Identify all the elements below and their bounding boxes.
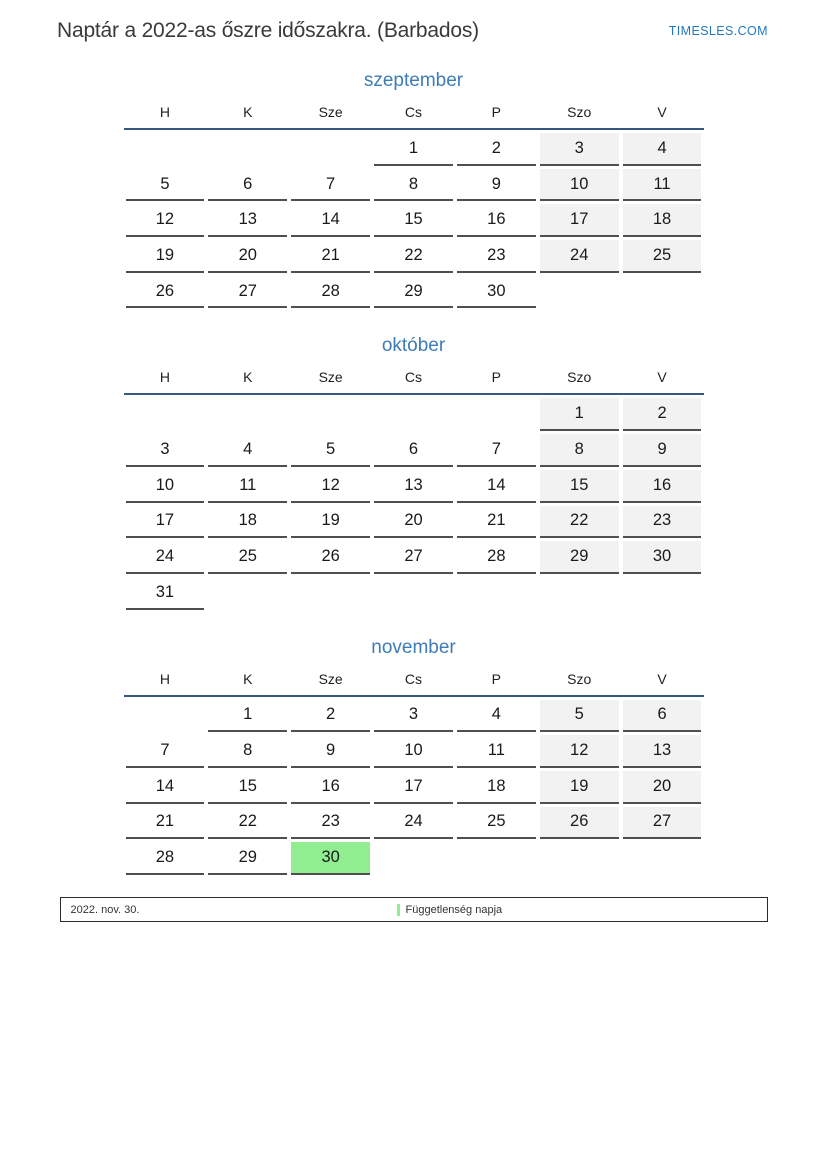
- month-title-szeptember: szeptember: [363, 70, 464, 91]
- day-november-18: 18: [457, 771, 536, 804]
- weekday-header-k: K: [243, 670, 253, 687]
- weekday-header-sze: Sze: [318, 104, 343, 120]
- weekday-header-szo: Szo: [567, 670, 592, 687]
- day-november-9: 9: [291, 735, 370, 768]
- weekday-header-h: H: [159, 369, 170, 386]
- day-november-19: 19: [540, 771, 619, 804]
- legend-date: 2022. nov. 30.: [70, 903, 140, 916]
- day-oktober-20: 20: [374, 506, 453, 539]
- day-november-5: 5: [540, 700, 619, 733]
- empty-cell: [623, 276, 702, 309]
- day-oktober-12: 12: [291, 470, 370, 503]
- weeks-grid: [124, 130, 704, 308]
- weekday-header-v: V: [657, 369, 667, 386]
- day-szeptember-28: 28: [291, 276, 370, 309]
- day-szeptember-25: 25: [623, 240, 702, 273]
- day-oktober-6: 6: [374, 434, 453, 467]
- weekday-header-p: P: [491, 670, 502, 687]
- day-szeptember-26: 26: [126, 276, 205, 309]
- day-november-24: 24: [374, 807, 453, 840]
- day-oktober-25: 25: [208, 541, 287, 574]
- empty-cell: [291, 133, 370, 166]
- month-oktober: [124, 334, 704, 609]
- month-szeptember: [124, 69, 704, 308]
- month-november: [124, 636, 704, 875]
- empty-cell: [540, 276, 619, 309]
- weekday-header-cs: Cs: [404, 369, 423, 386]
- day-november-14: 14: [126, 771, 205, 804]
- day-november-20: 20: [623, 771, 702, 804]
- weekday-header-v: V: [657, 670, 667, 687]
- empty-cell: [457, 842, 536, 875]
- day-szeptember-1: 1: [374, 133, 453, 166]
- weeks-grid: [124, 697, 704, 875]
- weekday-header-sze: Sze: [318, 670, 343, 687]
- day-szeptember-18: 18: [623, 204, 702, 237]
- day-szeptember-8: 8: [374, 169, 453, 202]
- empty-cell: [374, 398, 453, 431]
- weekday-header-szo: Szo: [567, 104, 592, 120]
- day-szeptember-2: 2: [457, 133, 536, 166]
- day-szeptember-16: 16: [457, 204, 536, 237]
- day-szeptember-24: 24: [540, 240, 619, 273]
- months: [124, 69, 704, 875]
- page-title: Naptár a 2022-as őszre időszakra. (Barbados): [57, 19, 479, 42]
- day-november-16: 16: [291, 771, 370, 804]
- day-november-1: 1: [208, 700, 287, 733]
- empty-cell: [457, 398, 536, 431]
- day-szeptember-6: 6: [208, 169, 287, 202]
- day-oktober-3: 3: [126, 434, 205, 467]
- empty-cell: [208, 133, 287, 166]
- day-oktober-22: 22: [540, 506, 619, 539]
- holiday-legend: [60, 897, 768, 922]
- weekday-header-row: [124, 104, 704, 130]
- weekday-header-sze: Sze: [318, 369, 343, 386]
- month-title-november: november: [371, 636, 456, 658]
- day-november-28: 28: [126, 842, 205, 875]
- weeks-grid: [124, 395, 704, 609]
- day-november-21: 21: [126, 807, 205, 840]
- day-szeptember-3: 3: [540, 133, 619, 166]
- day-november-2: 2: [291, 700, 370, 733]
- day-oktober-23: 23: [623, 506, 702, 539]
- day-november-7: 7: [126, 735, 205, 768]
- weekday-header-k: K: [243, 104, 253, 120]
- day-oktober-17: 17: [126, 506, 205, 539]
- weekday-header-k: K: [243, 369, 253, 386]
- empty-cell: [126, 133, 205, 166]
- day-november-8: 8: [208, 735, 287, 768]
- day-november-29: 29: [208, 842, 287, 875]
- day-oktober-8: 8: [540, 434, 619, 467]
- day-szeptember-19: 19: [126, 240, 205, 273]
- day-oktober-2: 2: [623, 398, 702, 431]
- weekday-header-cs: Cs: [404, 104, 423, 120]
- day-november-22: 22: [208, 807, 287, 840]
- day-november-3: 3: [374, 700, 453, 733]
- day-november-4: 4: [457, 700, 536, 733]
- day-szeptember-27: 27: [208, 276, 287, 309]
- empty-cell: [208, 398, 287, 431]
- day-oktober-27: 27: [374, 541, 453, 574]
- day-oktober-11: 11: [208, 470, 287, 503]
- day-szeptember-20: 20: [208, 240, 287, 273]
- day-oktober-5: 5: [291, 434, 370, 467]
- weekday-header-v: V: [657, 104, 667, 120]
- weekday-header-p: P: [491, 369, 502, 386]
- weekday-header-row: [124, 369, 704, 395]
- month-title-oktober: október: [381, 335, 446, 357]
- day-november-30-holiday: 30: [291, 842, 370, 875]
- empty-cell: [457, 577, 536, 610]
- day-november-26: 26: [540, 807, 619, 840]
- empty-cell: [126, 398, 205, 431]
- day-szeptember-9: 9: [457, 169, 536, 202]
- day-oktober-30: 30: [623, 541, 702, 574]
- weekday-header-h: H: [159, 670, 170, 687]
- day-szeptember-17: 17: [540, 204, 619, 237]
- day-november-13: 13: [623, 735, 702, 768]
- day-oktober-4: 4: [208, 434, 287, 467]
- day-szeptember-5: 5: [126, 169, 205, 202]
- page-header: [0, 0, 827, 43]
- day-november-15: 15: [208, 771, 287, 804]
- day-oktober-1: 1: [540, 398, 619, 431]
- day-szeptember-13: 13: [208, 204, 287, 237]
- day-szeptember-11: 11: [623, 169, 702, 202]
- empty-cell: [623, 842, 702, 875]
- day-oktober-24: 24: [126, 541, 205, 574]
- empty-cell: [540, 577, 619, 610]
- day-oktober-19: 19: [291, 506, 370, 539]
- day-szeptember-30: 30: [457, 276, 536, 309]
- weekday-header-row: [124, 671, 704, 697]
- day-oktober-9: 9: [623, 434, 702, 467]
- empty-cell: [374, 842, 453, 875]
- day-oktober-21: 21: [457, 506, 536, 539]
- day-oktober-14: 14: [457, 470, 536, 503]
- day-szeptember-22: 22: [374, 240, 453, 273]
- day-szeptember-12: 12: [126, 204, 205, 237]
- day-november-25: 25: [457, 807, 536, 840]
- weekday-header-p: P: [491, 104, 502, 120]
- day-szeptember-7: 7: [291, 169, 370, 202]
- day-oktober-29: 29: [540, 541, 619, 574]
- day-november-12: 12: [540, 735, 619, 768]
- weekday-header-h: H: [159, 104, 170, 120]
- day-oktober-18: 18: [208, 506, 287, 539]
- day-oktober-28: 28: [457, 541, 536, 574]
- day-oktober-31: 31: [126, 577, 205, 610]
- day-oktober-10: 10: [126, 470, 205, 503]
- day-november-23: 23: [291, 807, 370, 840]
- day-szeptember-4: 4: [623, 133, 702, 166]
- empty-cell: [374, 577, 453, 610]
- day-oktober-7: 7: [457, 434, 536, 467]
- empty-cell: [126, 700, 205, 733]
- empty-cell: [623, 577, 702, 610]
- day-november-17: 17: [374, 771, 453, 804]
- day-szeptember-14: 14: [291, 204, 370, 237]
- day-szeptember-21: 21: [291, 240, 370, 273]
- empty-cell: [291, 577, 370, 610]
- empty-cell: [540, 842, 619, 875]
- weekday-header-cs: Cs: [404, 670, 423, 687]
- empty-cell: [291, 398, 370, 431]
- site-link[interactable]: TIMESLES.COM: [668, 24, 768, 38]
- day-november-10: 10: [374, 735, 453, 768]
- day-november-27: 27: [623, 807, 702, 840]
- day-szeptember-29: 29: [374, 276, 453, 309]
- day-oktober-13: 13: [374, 470, 453, 503]
- legend-entry: [397, 904, 503, 916]
- holiday-marker-icon: [397, 904, 400, 916]
- day-oktober-26: 26: [291, 541, 370, 574]
- day-szeptember-10: 10: [540, 169, 619, 202]
- day-november-11: 11: [457, 735, 536, 768]
- day-szeptember-15: 15: [374, 204, 453, 237]
- day-november-6: 6: [623, 700, 702, 733]
- day-oktober-15: 15: [540, 470, 619, 503]
- day-szeptember-23: 23: [457, 240, 536, 273]
- weekday-header-szo: Szo: [567, 369, 592, 386]
- legend-holiday-label: Függetlenség napja: [405, 903, 503, 916]
- empty-cell: [208, 577, 287, 610]
- day-oktober-16: 16: [623, 470, 702, 503]
